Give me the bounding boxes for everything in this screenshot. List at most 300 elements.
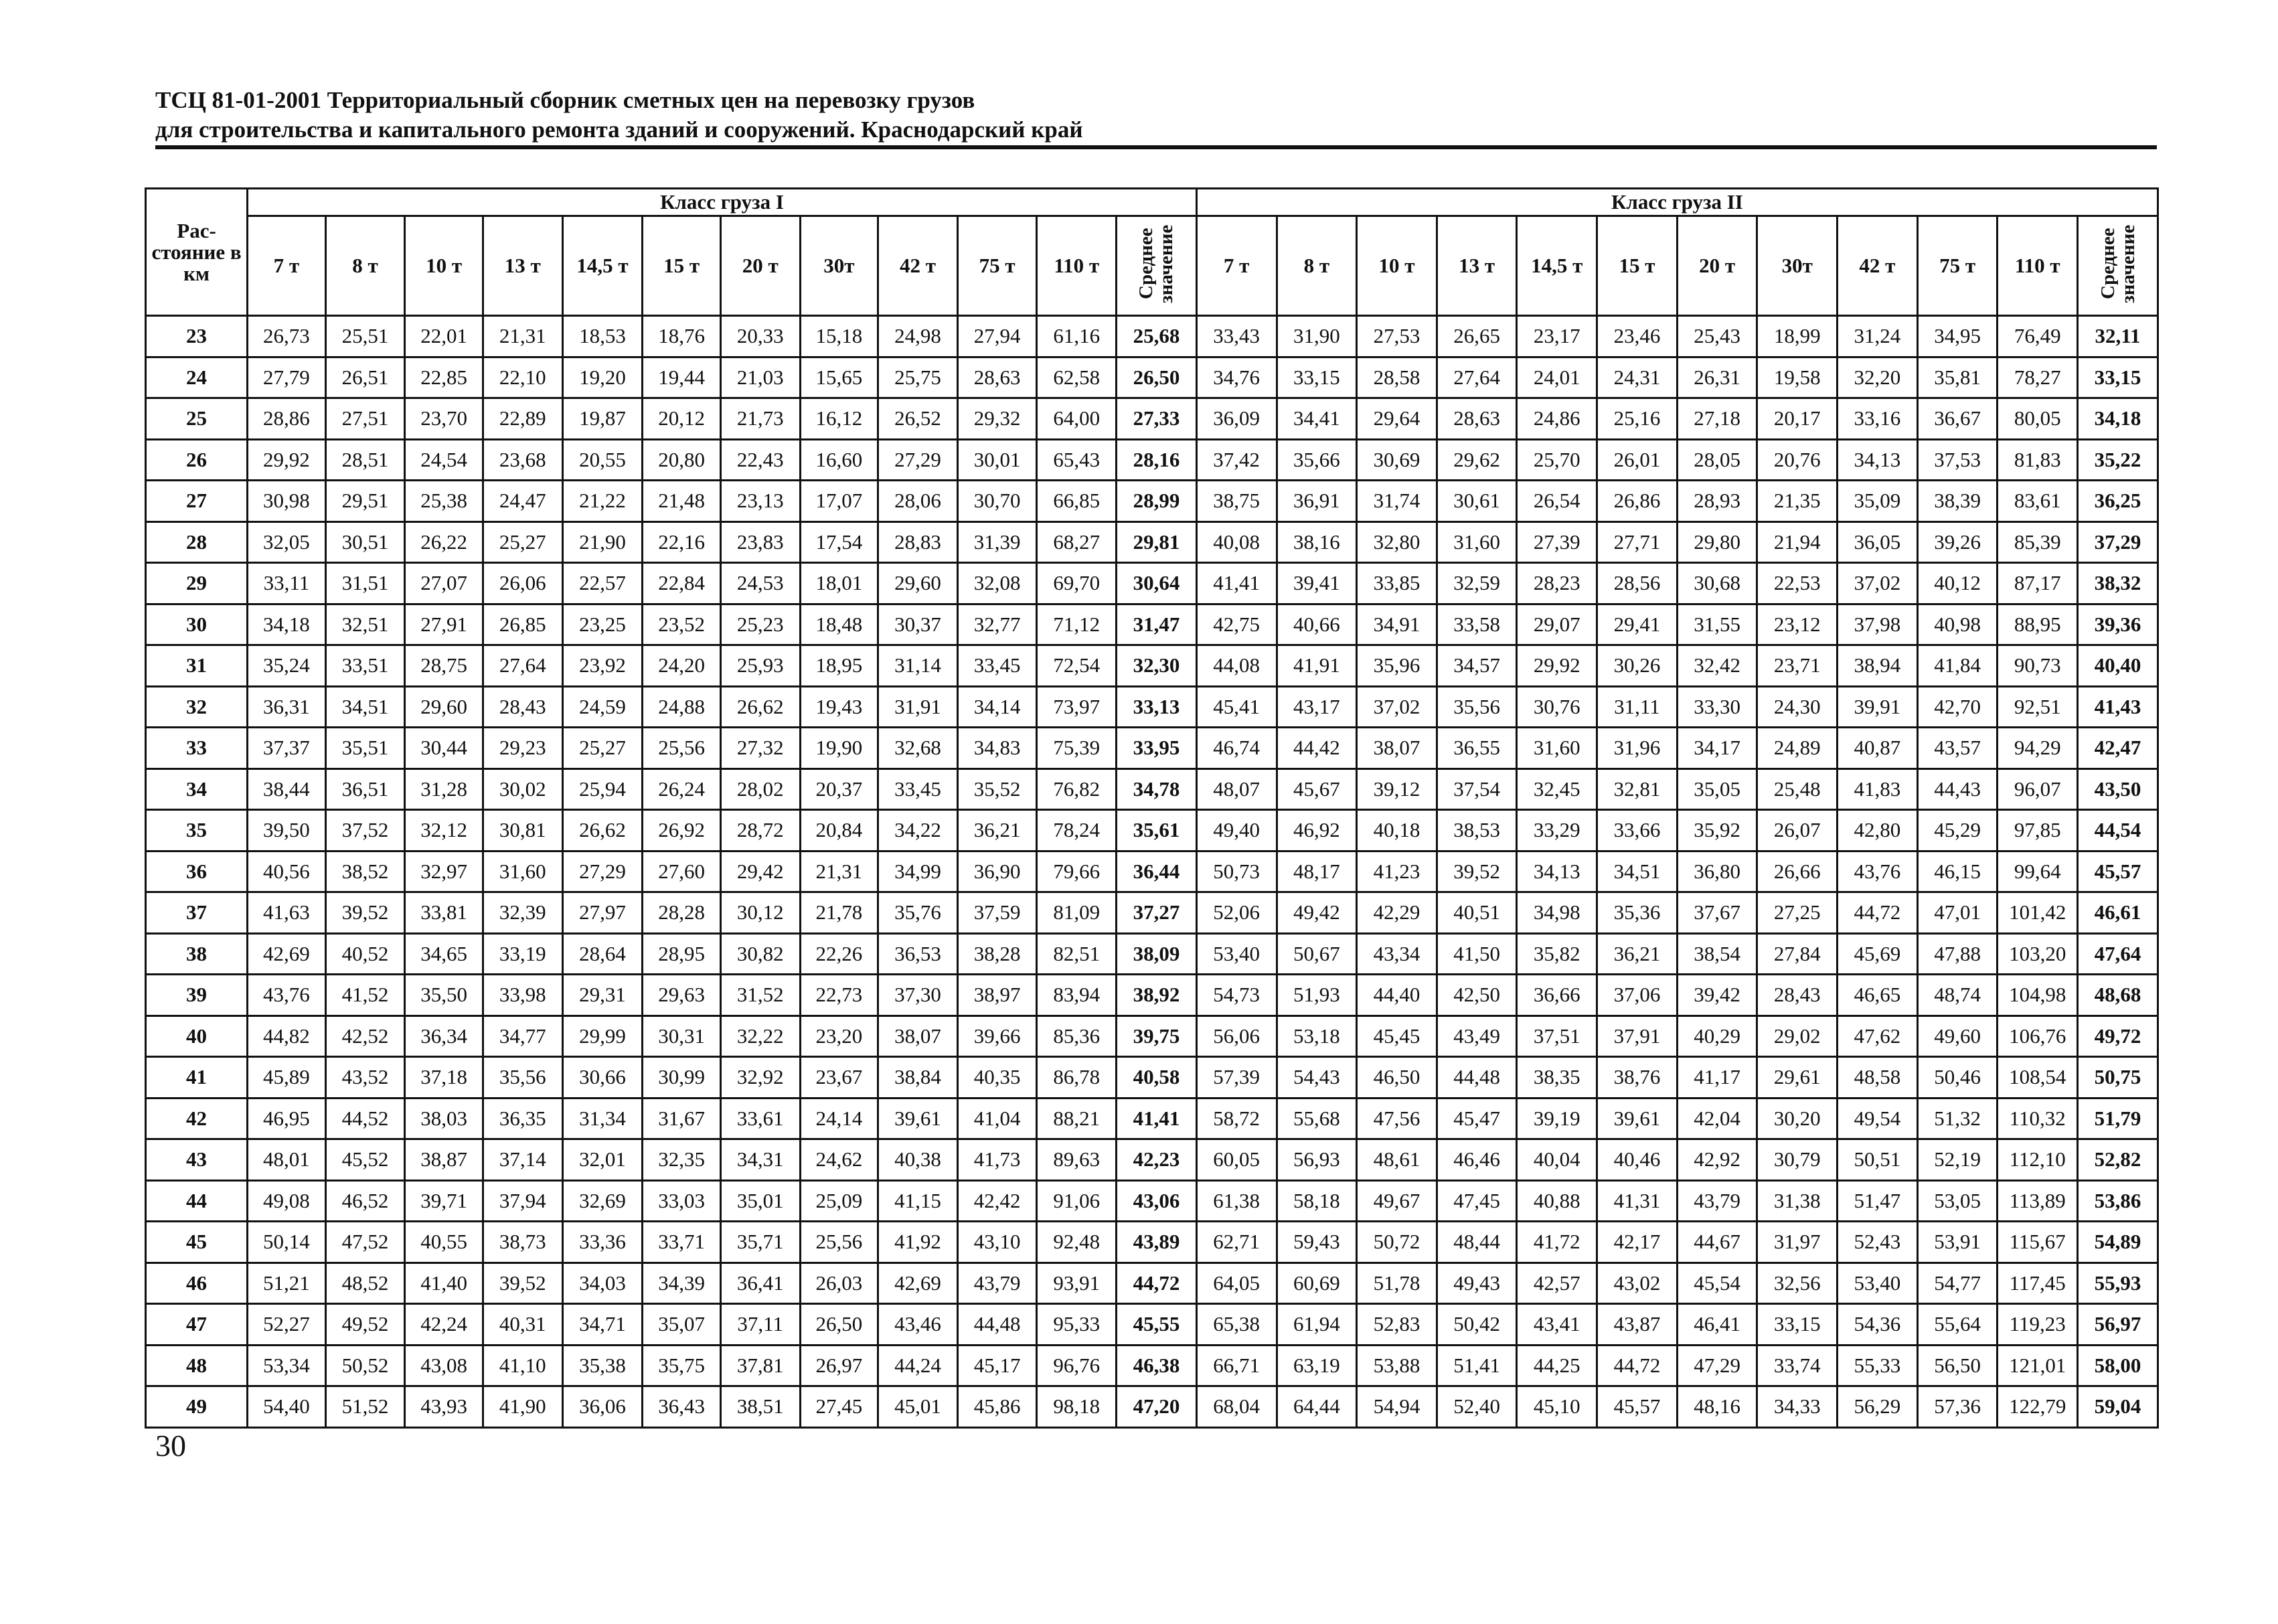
class2-rate-cell: 45,29 bbox=[1917, 810, 1998, 851]
class2-rate-cell: 47,62 bbox=[1838, 1016, 1918, 1057]
class1-rate-cell: 22,85 bbox=[405, 357, 483, 398]
class2-rate-cell: 28,23 bbox=[1517, 563, 1597, 604]
class1-rate-cell: 25,27 bbox=[562, 728, 643, 769]
class2-rate-cell: 32,20 bbox=[1838, 357, 1918, 398]
class1-rate-cell: 31,28 bbox=[405, 768, 483, 810]
class1-rate-cell: 38,44 bbox=[248, 768, 326, 810]
class1-rate-cell: 21,78 bbox=[800, 892, 878, 934]
class2-rate-cell: 50,51 bbox=[1838, 1139, 1918, 1181]
class1-rate-cell: 38,07 bbox=[878, 1016, 958, 1057]
class2-rate-cell: 49,43 bbox=[1437, 1263, 1517, 1304]
class1-rate-cell: 46,52 bbox=[325, 1180, 405, 1222]
class2-rate-cell: 34,13 bbox=[1838, 439, 1918, 481]
class2-rate-cell: 29,92 bbox=[1517, 645, 1597, 687]
class2-rate-cell: 43,49 bbox=[1437, 1016, 1517, 1057]
table-row bbox=[146, 481, 2158, 522]
class2-rate-cell: 42,57 bbox=[1517, 1263, 1597, 1304]
class1-rate-cell: 24,88 bbox=[643, 686, 721, 728]
class1-rate-cell: 27,79 bbox=[248, 357, 326, 398]
class2-rate-cell: 33,66 bbox=[1597, 810, 1678, 851]
class2-rate-cell: 36,67 bbox=[1917, 398, 1998, 440]
class1-rate-cell: 32,08 bbox=[957, 563, 1037, 604]
class2-rate-cell: 26,31 bbox=[1677, 357, 1757, 398]
class2-rate-cell: 41,83 bbox=[1838, 768, 1918, 810]
class1-rate-cell: 28,06 bbox=[878, 481, 958, 522]
class2-rate-cell: 42,80 bbox=[1838, 810, 1918, 851]
distance-cell: 49 bbox=[146, 1386, 248, 1428]
class2-rate-cell: 30,76 bbox=[1517, 686, 1597, 728]
class1-rate-cell: 89,63 bbox=[1037, 1139, 1117, 1181]
class2-rate-cell: 49,67 bbox=[1357, 1180, 1437, 1222]
class2-rate-cell: 94,29 bbox=[1998, 728, 2078, 769]
class2-rate-cell: 30,69 bbox=[1357, 439, 1437, 481]
class2-average-cell: 50,75 bbox=[2078, 1057, 2158, 1099]
class1-rate-cell: 37,94 bbox=[483, 1180, 562, 1222]
class2-average-cell: 39,36 bbox=[2078, 604, 2158, 645]
class2-average-cell: 43,50 bbox=[2078, 768, 2158, 810]
distance-cell: 33 bbox=[146, 728, 248, 769]
class2-rate-cell: 45,67 bbox=[1277, 768, 1357, 810]
class1-rate-cell: 45,86 bbox=[957, 1386, 1037, 1428]
class1-rate-cell: 41,15 bbox=[878, 1180, 958, 1222]
class1-rate-cell: 35,50 bbox=[405, 975, 483, 1016]
class2-rate-cell: 110,32 bbox=[1998, 1098, 2078, 1139]
class2-rate-cell: 44,08 bbox=[1196, 645, 1277, 687]
class1-rate-cell: 18,01 bbox=[800, 563, 878, 604]
class1-rate-cell: 26,50 bbox=[800, 1304, 878, 1346]
class2-rate-cell: 55,64 bbox=[1917, 1304, 1998, 1346]
class1-rate-cell: 24,98 bbox=[878, 316, 958, 357]
class1-rate-cell: 28,64 bbox=[562, 933, 643, 975]
class1-rate-cell: 45,89 bbox=[248, 1057, 326, 1099]
class2-rate-cell: 38,53 bbox=[1437, 810, 1517, 851]
class1-rate-cell: 71,12 bbox=[1037, 604, 1117, 645]
class2-rate-cell: 47,45 bbox=[1437, 1180, 1517, 1222]
class1-rate-cell: 35,01 bbox=[720, 1180, 800, 1222]
class1-rate-cell: 41,10 bbox=[483, 1345, 562, 1386]
class2-weight-header: 30т bbox=[1757, 216, 1838, 316]
class2-rate-cell: 28,93 bbox=[1677, 481, 1757, 522]
distance-cell: 48 bbox=[146, 1345, 248, 1386]
class2-rate-cell: 121,01 bbox=[1998, 1345, 2078, 1386]
class1-rate-cell: 47,52 bbox=[325, 1222, 405, 1263]
class2-rate-cell: 26,65 bbox=[1437, 316, 1517, 357]
class1-average-cell: 38,09 bbox=[1117, 933, 1197, 975]
class2-rate-cell: 26,54 bbox=[1517, 481, 1597, 522]
distance-cell: 34 bbox=[146, 768, 248, 810]
class2-rate-cell: 35,81 bbox=[1917, 357, 1998, 398]
class2-weight-header: 14,5 т bbox=[1517, 216, 1597, 316]
class2-average-cell: 41,43 bbox=[2078, 686, 2158, 728]
class2-rate-cell: 122,79 bbox=[1998, 1386, 2078, 1428]
class1-rate-cell: 23,25 bbox=[562, 604, 643, 645]
class2-rate-cell: 53,05 bbox=[1917, 1180, 1998, 1222]
class2-rate-cell: 42,29 bbox=[1357, 892, 1437, 934]
class2-rate-cell: 30,61 bbox=[1437, 481, 1517, 522]
class1-rate-cell: 27,97 bbox=[562, 892, 643, 934]
class2-rate-cell: 32,45 bbox=[1517, 768, 1597, 810]
class2-rate-cell: 37,98 bbox=[1838, 604, 1918, 645]
class1-rate-cell: 34,39 bbox=[643, 1263, 721, 1304]
class2-rate-cell: 48,17 bbox=[1277, 851, 1357, 892]
class2-rate-cell: 38,54 bbox=[1677, 933, 1757, 975]
class1-rate-cell: 32,69 bbox=[562, 1180, 643, 1222]
class2-rate-cell: 42,50 bbox=[1437, 975, 1517, 1016]
class1-rate-cell: 33,45 bbox=[878, 768, 958, 810]
class2-rate-cell: 51,41 bbox=[1437, 1345, 1517, 1386]
class2-rate-cell: 35,09 bbox=[1838, 481, 1918, 522]
class1-rate-cell: 25,93 bbox=[720, 645, 800, 687]
class2-rate-cell: 29,02 bbox=[1757, 1016, 1838, 1057]
class1-rate-cell: 24,62 bbox=[800, 1139, 878, 1181]
class1-rate-cell: 21,31 bbox=[800, 851, 878, 892]
class1-rate-cell: 27,07 bbox=[405, 563, 483, 604]
class1-rate-cell: 43,46 bbox=[878, 1304, 958, 1346]
class1-rate-cell: 32,01 bbox=[562, 1139, 643, 1181]
class2-rate-cell: 99,64 bbox=[1998, 851, 2078, 892]
class1-rate-cell: 31,34 bbox=[562, 1098, 643, 1139]
class2-rate-cell: 25,70 bbox=[1517, 439, 1597, 481]
class2-rate-cell: 39,41 bbox=[1277, 563, 1357, 604]
class1-rate-cell: 39,52 bbox=[325, 892, 405, 934]
class2-weight-header: 110 т bbox=[1998, 216, 2078, 316]
class1-rate-cell: 24,14 bbox=[800, 1098, 878, 1139]
class1-average-cell: 38,92 bbox=[1117, 975, 1197, 1016]
class2-rate-cell: 119,23 bbox=[1998, 1304, 2078, 1346]
class2-rate-cell: 28,56 bbox=[1597, 563, 1678, 604]
table-row bbox=[146, 1016, 2158, 1057]
class2-rate-cell: 23,71 bbox=[1757, 645, 1838, 687]
table-row bbox=[146, 1386, 2158, 1428]
class1-rate-cell: 21,22 bbox=[562, 481, 643, 522]
class1-rate-cell: 33,81 bbox=[405, 892, 483, 934]
class2-rate-cell: 53,18 bbox=[1277, 1016, 1357, 1057]
class2-rate-cell: 53,91 bbox=[1917, 1222, 1998, 1263]
class2-rate-cell: 43,02 bbox=[1597, 1263, 1678, 1304]
table-row bbox=[146, 316, 2158, 357]
class2-rate-cell: 90,73 bbox=[1998, 645, 2078, 687]
class2-rate-cell: 36,66 bbox=[1517, 975, 1597, 1016]
class2-rate-cell: 28,05 bbox=[1677, 439, 1757, 481]
column-header-row bbox=[146, 216, 2158, 316]
class1-rate-cell: 93,91 bbox=[1037, 1263, 1117, 1304]
distance-cell: 32 bbox=[146, 686, 248, 728]
table-row bbox=[146, 1263, 2158, 1304]
class1-rate-cell: 24,20 bbox=[643, 645, 721, 687]
class2-rate-cell: 27,39 bbox=[1517, 521, 1597, 563]
class1-average-cell: 39,75 bbox=[1117, 1016, 1197, 1057]
class1-rate-cell: 25,27 bbox=[483, 521, 562, 563]
class2-rate-cell: 45,54 bbox=[1677, 1263, 1757, 1304]
class2-rate-cell: 46,15 bbox=[1917, 851, 1998, 892]
class1-rate-cell: 42,69 bbox=[878, 1263, 958, 1304]
class2-rate-cell: 44,67 bbox=[1677, 1222, 1757, 1263]
class2-rate-cell: 38,76 bbox=[1597, 1057, 1678, 1099]
table-row bbox=[146, 1057, 2158, 1099]
class2-rate-cell: 27,71 bbox=[1597, 521, 1678, 563]
class2-rate-cell: 34,57 bbox=[1437, 645, 1517, 687]
class1-rate-cell: 35,71 bbox=[720, 1222, 800, 1263]
class2-rate-cell: 44,25 bbox=[1517, 1345, 1597, 1386]
class1-rate-cell: 30,44 bbox=[405, 728, 483, 769]
class1-rate-cell: 25,51 bbox=[325, 316, 405, 357]
table-row bbox=[146, 810, 2158, 851]
class1-rate-cell: 48,01 bbox=[248, 1139, 326, 1181]
class1-rate-cell: 41,73 bbox=[957, 1139, 1037, 1181]
class1-rate-cell: 34,65 bbox=[405, 933, 483, 975]
table-row bbox=[146, 563, 2158, 604]
class2-rate-cell: 57,39 bbox=[1196, 1057, 1277, 1099]
class2-rate-cell: 49,42 bbox=[1277, 892, 1357, 934]
table-row bbox=[146, 1345, 2158, 1386]
class1-rate-cell: 22,43 bbox=[720, 439, 800, 481]
class2-rate-cell: 41,91 bbox=[1277, 645, 1357, 687]
class1-rate-cell: 32,77 bbox=[957, 604, 1037, 645]
class2-rate-cell: 24,01 bbox=[1517, 357, 1597, 398]
class2-rate-cell: 25,16 bbox=[1597, 398, 1678, 440]
class1-rate-cell: 22,01 bbox=[405, 316, 483, 357]
class1-rate-cell: 33,61 bbox=[720, 1098, 800, 1139]
class2-rate-cell: 36,80 bbox=[1677, 851, 1757, 892]
class2-rate-cell: 37,02 bbox=[1357, 686, 1437, 728]
class2-rate-cell: 23,46 bbox=[1597, 316, 1678, 357]
class2-rate-cell: 26,66 bbox=[1757, 851, 1838, 892]
class2-rate-cell: 112,10 bbox=[1998, 1139, 2078, 1181]
class2-rate-cell: 37,02 bbox=[1838, 563, 1918, 604]
class2-rate-cell: 40,46 bbox=[1597, 1139, 1678, 1181]
class1-rate-cell: 20,80 bbox=[643, 439, 721, 481]
class2-rate-cell: 43,17 bbox=[1277, 686, 1357, 728]
class2-rate-cell: 45,69 bbox=[1838, 933, 1918, 975]
class2-rate-cell: 37,51 bbox=[1517, 1016, 1597, 1057]
class2-rate-cell: 33,29 bbox=[1517, 810, 1597, 851]
class2-rate-cell: 44,42 bbox=[1277, 728, 1357, 769]
class1-rate-cell: 23,68 bbox=[483, 439, 562, 481]
class2-average-cell: 46,61 bbox=[2078, 892, 2158, 934]
class-header-row bbox=[146, 189, 2158, 216]
distance-cell: 47 bbox=[146, 1304, 248, 1346]
class1-rate-cell: 22,10 bbox=[483, 357, 562, 398]
class2-rate-cell: 37,42 bbox=[1196, 439, 1277, 481]
class2-rate-cell: 38,94 bbox=[1838, 645, 1918, 687]
class2-rate-cell: 41,41 bbox=[1196, 563, 1277, 604]
class1-rate-cell: 21,31 bbox=[483, 316, 562, 357]
class1-rate-cell: 37,18 bbox=[405, 1057, 483, 1099]
class2-rate-cell: 31,60 bbox=[1437, 521, 1517, 563]
class2-rate-cell: 49,54 bbox=[1838, 1098, 1918, 1139]
class1-rate-cell: 24,54 bbox=[405, 439, 483, 481]
class1-average-cell: 42,23 bbox=[1117, 1139, 1197, 1181]
class2-rate-cell: 103,20 bbox=[1998, 933, 2078, 975]
class1-rate-cell: 37,30 bbox=[878, 975, 958, 1016]
class1-rate-cell: 17,07 bbox=[800, 481, 878, 522]
class1-rate-cell: 22,84 bbox=[643, 563, 721, 604]
class1-weight-header: 15 т bbox=[643, 216, 721, 316]
class1-rate-cell: 82,51 bbox=[1037, 933, 1117, 975]
class2-rate-cell: 96,07 bbox=[1998, 768, 2078, 810]
header-divider bbox=[155, 145, 2157, 149]
class2-average-cell: 49,72 bbox=[2078, 1016, 2158, 1057]
table-row bbox=[146, 1139, 2158, 1181]
class2-rate-cell: 27,25 bbox=[1757, 892, 1838, 934]
class1-rate-cell: 29,51 bbox=[325, 481, 405, 522]
class2-rate-cell: 44,48 bbox=[1437, 1057, 1517, 1099]
class1-rate-cell: 39,50 bbox=[248, 810, 326, 851]
class2-rate-cell: 64,05 bbox=[1196, 1263, 1277, 1304]
class1-rate-cell: 29,23 bbox=[483, 728, 562, 769]
class2-rate-cell: 52,40 bbox=[1437, 1386, 1517, 1428]
class1-rate-cell: 28,28 bbox=[643, 892, 721, 934]
class1-rate-cell: 23,70 bbox=[405, 398, 483, 440]
class2-rate-cell: 60,05 bbox=[1196, 1139, 1277, 1181]
class2-rate-cell: 24,86 bbox=[1517, 398, 1597, 440]
class1-rate-cell: 32,35 bbox=[643, 1139, 721, 1181]
class1-average-cell: 46,38 bbox=[1117, 1345, 1197, 1386]
class1-rate-cell: 30,31 bbox=[643, 1016, 721, 1057]
class2-rate-cell: 88,95 bbox=[1998, 604, 2078, 645]
class1-average-cell: 35,61 bbox=[1117, 810, 1197, 851]
class2-rate-cell: 43,34 bbox=[1357, 933, 1437, 975]
class2-rate-cell: 32,80 bbox=[1357, 521, 1437, 563]
class1-rate-cell: 24,59 bbox=[562, 686, 643, 728]
class1-rate-cell: 20,37 bbox=[800, 768, 878, 810]
class1-rate-cell: 28,63 bbox=[957, 357, 1037, 398]
class2-rate-cell: 44,43 bbox=[1917, 768, 1998, 810]
class1-rate-cell: 40,56 bbox=[248, 851, 326, 892]
class2-rate-cell: 48,61 bbox=[1357, 1139, 1437, 1181]
class2-rate-cell: 32,59 bbox=[1437, 563, 1517, 604]
class2-rate-cell: 52,06 bbox=[1196, 892, 1277, 934]
class2-average-cell: 44,54 bbox=[2078, 810, 2158, 851]
class2-average-cell: 58,00 bbox=[2078, 1345, 2158, 1386]
class1-rate-cell: 25,94 bbox=[562, 768, 643, 810]
class1-rate-cell: 19,43 bbox=[800, 686, 878, 728]
class1-rate-cell: 34,14 bbox=[957, 686, 1037, 728]
average-header-label: Среднее значение bbox=[2097, 224, 2139, 303]
class1-rate-cell: 33,19 bbox=[483, 933, 562, 975]
class1-rate-cell: 54,40 bbox=[248, 1386, 326, 1428]
class1-rate-cell: 25,75 bbox=[878, 357, 958, 398]
class1-rate-cell: 19,20 bbox=[562, 357, 643, 398]
class2-average-cell: 40,40 bbox=[2078, 645, 2158, 687]
class1-rate-cell: 44,48 bbox=[957, 1304, 1037, 1346]
class2-rate-cell: 87,17 bbox=[1998, 563, 2078, 604]
class2-rate-cell: 38,07 bbox=[1357, 728, 1437, 769]
class1-rate-cell: 51,52 bbox=[325, 1386, 405, 1428]
class2-rate-cell: 64,44 bbox=[1277, 1386, 1357, 1428]
class2-rate-cell: 29,07 bbox=[1517, 604, 1597, 645]
class1-rate-cell: 23,20 bbox=[800, 1016, 878, 1057]
class1-rate-cell: 41,40 bbox=[405, 1263, 483, 1304]
distance-cell: 45 bbox=[146, 1222, 248, 1263]
table-row bbox=[146, 728, 2158, 769]
class1-weight-header: 30т bbox=[800, 216, 878, 316]
class2-rate-cell: 38,16 bbox=[1277, 521, 1357, 563]
class1-rate-cell: 41,52 bbox=[325, 975, 405, 1016]
class2-rate-cell: 56,29 bbox=[1838, 1386, 1918, 1428]
class1-rate-cell: 73,97 bbox=[1037, 686, 1117, 728]
class1-rate-cell: 65,43 bbox=[1037, 439, 1117, 481]
class2-rate-cell: 40,66 bbox=[1277, 604, 1357, 645]
class1-rate-cell: 21,73 bbox=[720, 398, 800, 440]
class2-average-header bbox=[2078, 216, 2158, 316]
class2-average-cell: 33,15 bbox=[2078, 357, 2158, 398]
class1-weight-header: 42 т bbox=[878, 216, 958, 316]
class2-rate-cell: 39,52 bbox=[1437, 851, 1517, 892]
distance-cell: 39 bbox=[146, 975, 248, 1016]
table-row bbox=[146, 892, 2158, 934]
class2-rate-cell: 37,67 bbox=[1677, 892, 1757, 934]
class1-rate-cell: 32,97 bbox=[405, 851, 483, 892]
page-number: 30 bbox=[155, 1429, 186, 1463]
class1-rate-cell: 31,60 bbox=[483, 851, 562, 892]
distance-cell: 29 bbox=[146, 563, 248, 604]
class2-rate-cell: 58,72 bbox=[1196, 1098, 1277, 1139]
class1-weight-header: 7 т bbox=[248, 216, 326, 316]
class2-rate-cell: 34,33 bbox=[1757, 1386, 1838, 1428]
class2-weight-header: 10 т bbox=[1357, 216, 1437, 316]
class1-rate-cell: 20,33 bbox=[720, 316, 800, 357]
class1-rate-cell: 36,06 bbox=[562, 1386, 643, 1428]
class1-rate-cell: 53,34 bbox=[248, 1345, 326, 1386]
class1-rate-cell: 29,63 bbox=[643, 975, 721, 1016]
class2-rate-cell: 29,80 bbox=[1677, 521, 1757, 563]
class1-rate-cell: 38,03 bbox=[405, 1098, 483, 1139]
class1-average-cell: 40,58 bbox=[1117, 1057, 1197, 1099]
class1-rate-cell: 85,36 bbox=[1037, 1016, 1117, 1057]
class2-rate-cell: 42,17 bbox=[1597, 1222, 1678, 1263]
class1-rate-cell: 38,87 bbox=[405, 1139, 483, 1181]
class1-rate-cell: 64,00 bbox=[1037, 398, 1117, 440]
class2-rate-cell: 26,01 bbox=[1597, 439, 1678, 481]
class1-rate-cell: 30,12 bbox=[720, 892, 800, 934]
class2-rate-cell: 36,91 bbox=[1277, 481, 1357, 522]
class1-rate-cell: 17,54 bbox=[800, 521, 878, 563]
table-row bbox=[146, 686, 2158, 728]
class1-rate-cell: 28,83 bbox=[878, 521, 958, 563]
class2-rate-cell: 113,89 bbox=[1998, 1180, 2078, 1222]
class2-rate-cell: 35,96 bbox=[1357, 645, 1437, 687]
class1-rate-cell: 26,62 bbox=[562, 810, 643, 851]
class2-rate-cell: 40,18 bbox=[1357, 810, 1437, 851]
class1-rate-cell: 26,92 bbox=[643, 810, 721, 851]
class2-rate-cell: 37,91 bbox=[1597, 1016, 1678, 1057]
class1-rate-cell: 51,21 bbox=[248, 1263, 326, 1304]
class1-weight-header: 10 т bbox=[405, 216, 483, 316]
class1-rate-cell: 38,51 bbox=[720, 1386, 800, 1428]
class2-rate-cell: 33,74 bbox=[1757, 1345, 1838, 1386]
class2-rate-cell: 36,21 bbox=[1597, 933, 1678, 975]
class2-rate-cell: 33,30 bbox=[1677, 686, 1757, 728]
class1-rate-cell: 28,95 bbox=[643, 933, 721, 975]
class1-rate-cell: 86,78 bbox=[1037, 1057, 1117, 1099]
table-row bbox=[146, 357, 2158, 398]
class2-rate-cell: 45,10 bbox=[1517, 1386, 1597, 1428]
class1-rate-cell: 37,37 bbox=[248, 728, 326, 769]
class1-rate-cell: 30,81 bbox=[483, 810, 562, 851]
class1-rate-cell: 22,73 bbox=[800, 975, 878, 1016]
class1-rate-cell: 24,53 bbox=[720, 563, 800, 604]
distance-cell: 43 bbox=[146, 1139, 248, 1181]
class2-rate-cell: 38,75 bbox=[1196, 481, 1277, 522]
class2-rate-cell: 46,74 bbox=[1196, 728, 1277, 769]
class2-rate-cell: 54,94 bbox=[1357, 1386, 1437, 1428]
class1-rate-cell: 37,81 bbox=[720, 1345, 800, 1386]
class2-rate-cell: 52,19 bbox=[1917, 1139, 1998, 1181]
class1-rate-cell: 33,71 bbox=[643, 1222, 721, 1263]
class1-rate-cell: 37,59 bbox=[957, 892, 1037, 934]
class2-rate-cell: 81,83 bbox=[1998, 439, 2078, 481]
